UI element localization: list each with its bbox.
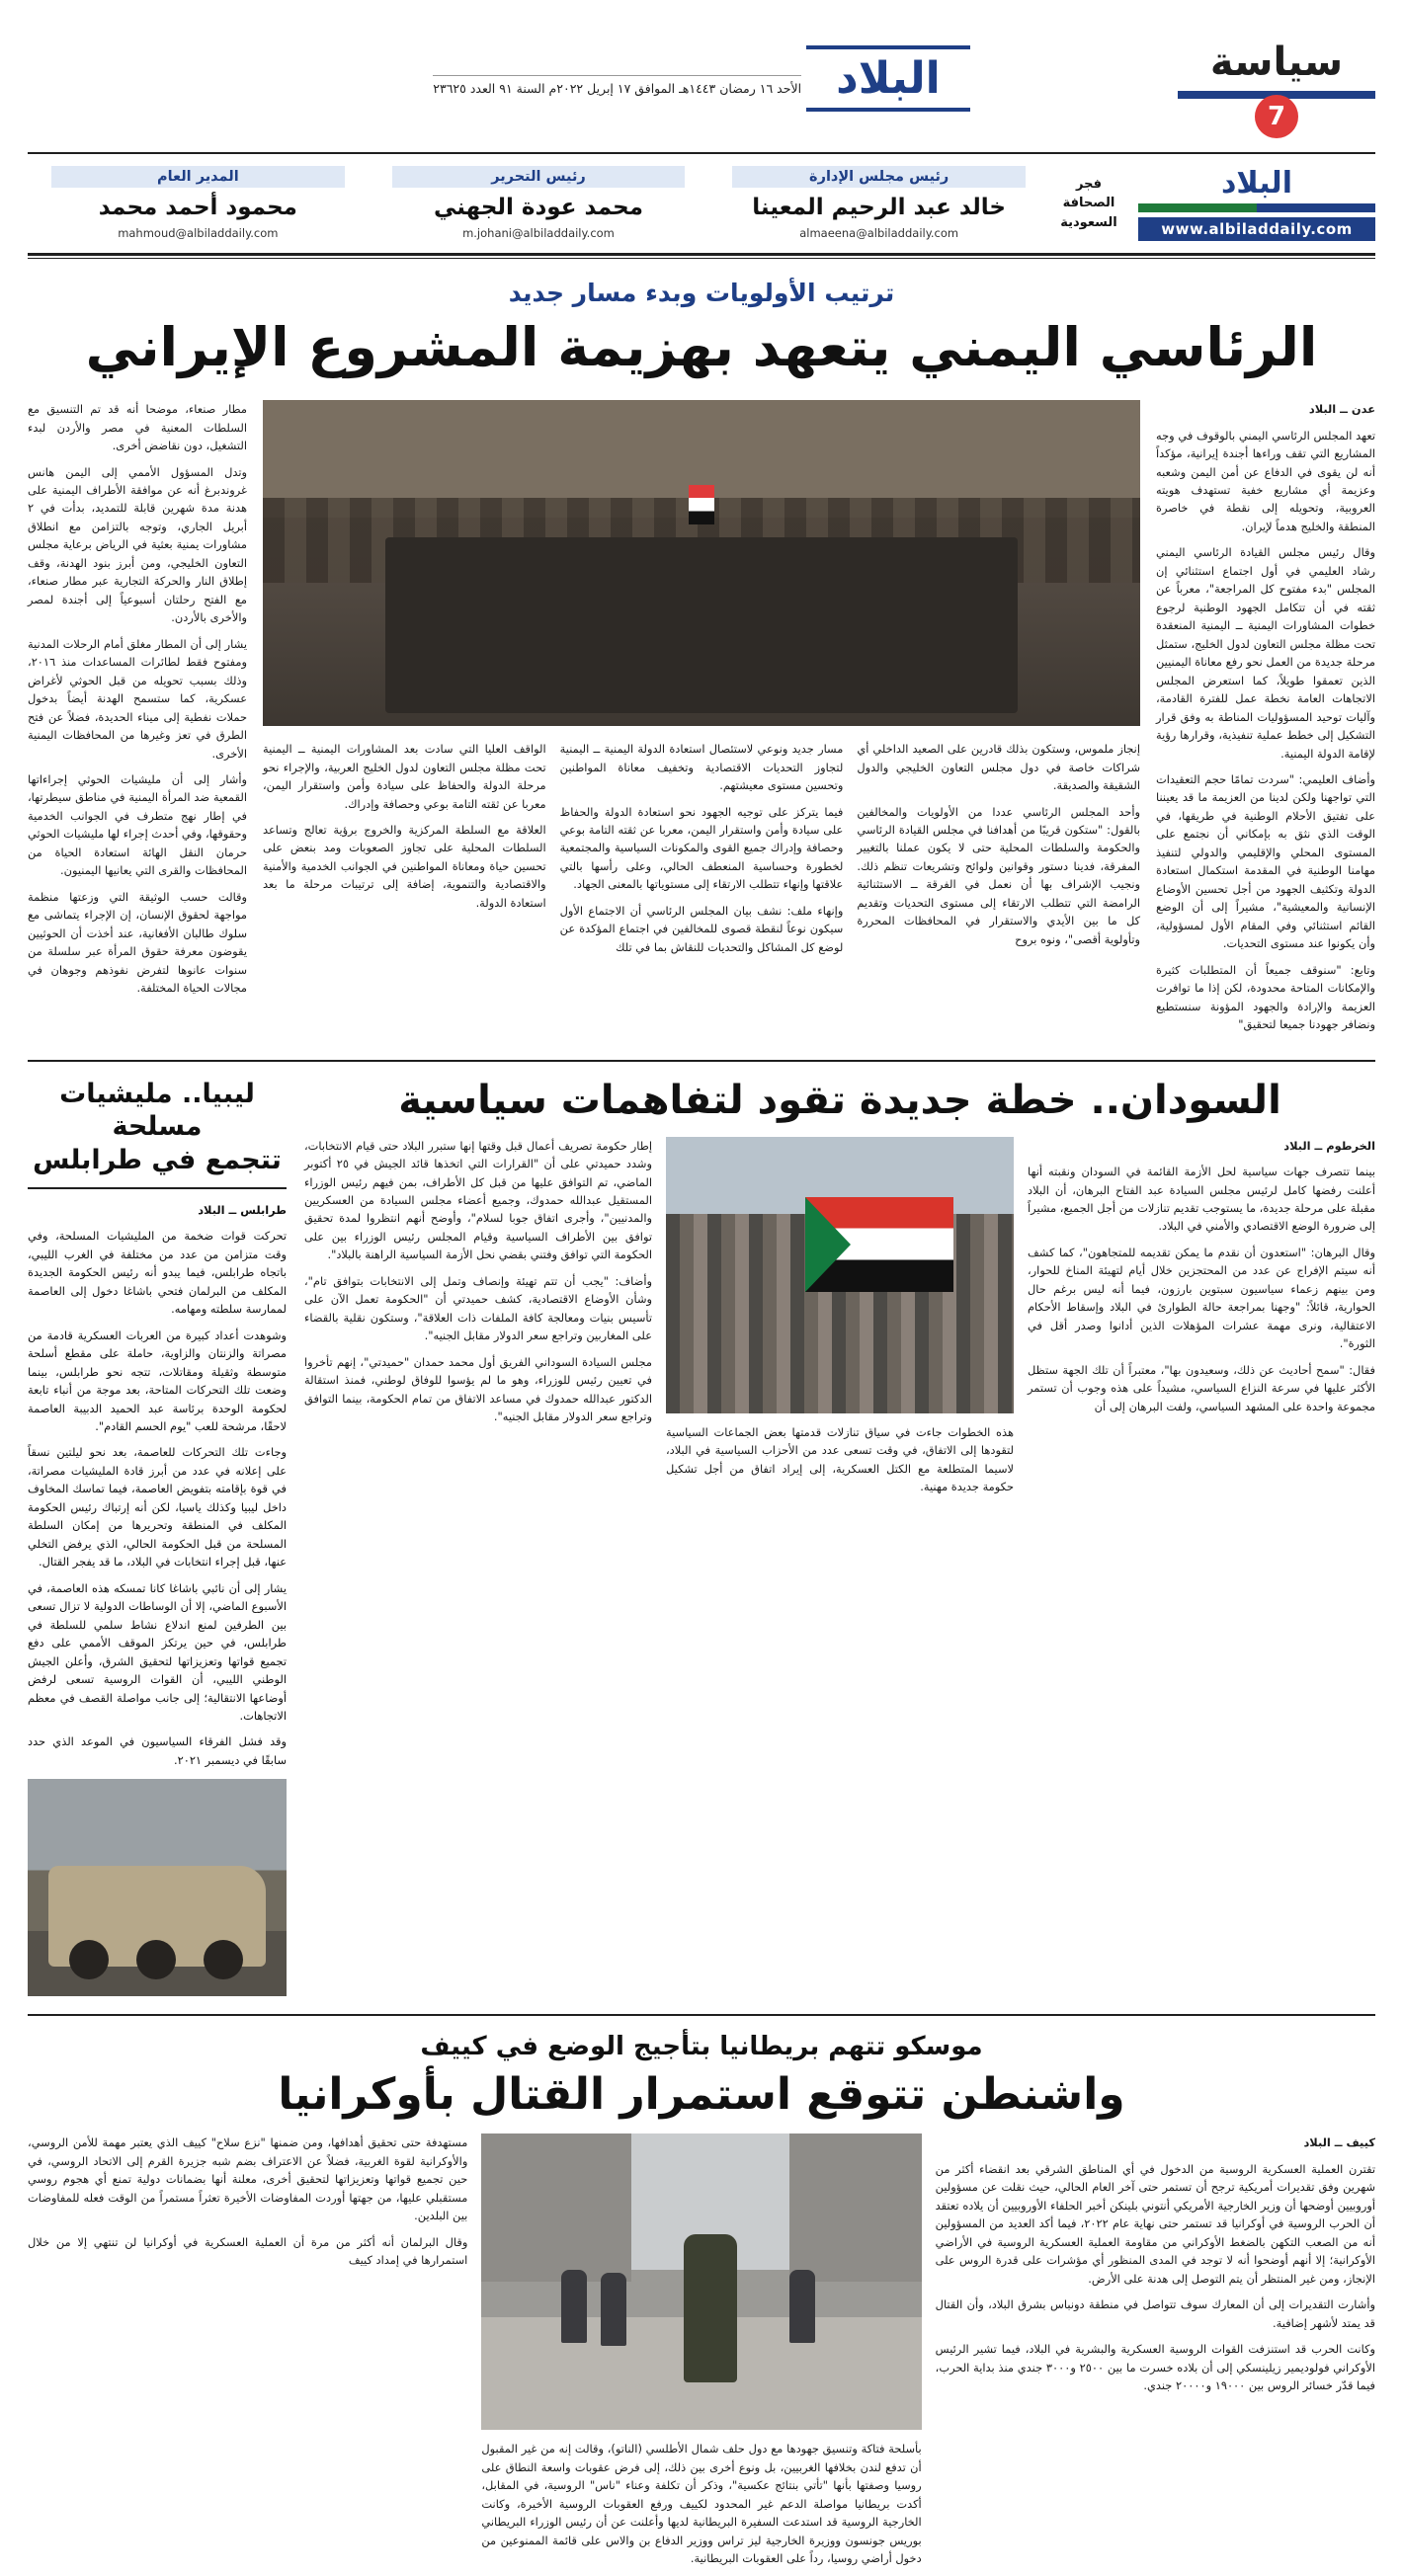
staff-role: رئيس التحرير bbox=[392, 166, 686, 188]
sudan-col-left bbox=[304, 1137, 652, 1504]
brand-url[interactable]: www.albiladdaily.com bbox=[1138, 217, 1375, 241]
ukraine-paragraph: مستهدفة حتى تحقيق أهدافها، ومن ضمنها "نزع سلاح" كييف الذي يعتبر مهمة للأمن الروسي، والأوكرانية لقوة الغربية، فضلاً عن الاعتراف بضم شبه جزيرة القرم إلى الاتحاد الروسي، في حين تجميع قواتها وتعزيزاتها لتحقيق أخرى، معلنة أنها بضمانات دولية تمنع أي هجوم روسي مستقبلي عليها، من جهتها أوردت المفاوضات الأخيرة تعثراً مستمراً من الوقت فعله للمفاوضات بين البلدين. bbox=[28, 2135, 468, 2223]
section-word: سياسة bbox=[1209, 40, 1344, 85]
brand-slogan bbox=[1049, 175, 1128, 233]
libya-dateline: طرابلس ــ البلاد bbox=[198, 1202, 287, 1217]
staff-email[interactable]: m.johani@albiladdaily.com bbox=[462, 226, 615, 240]
sudan-col-right bbox=[1028, 1137, 1375, 1504]
ukraine-paragraph: وقال البرلمان أنه أكثر من مرة أن العملية العسكرية في أوكرانيا لن تنتهي إلا من خلال استمرارها في إمداد كييف bbox=[28, 2234, 468, 2268]
libya-paragraph: وشوهدت أعداد كبيرة من العربات العسكرية قادمة من مصراتة والزنتان والزاوية، حاملة على مقطع أسلحة متوسطة وثقيلة ومقاتلات، تتجه نحو طرابلس، بينما وضعت تلك التحركات المتاحة، بعد موجة من أنباء تابعة لحكومة الوحدة برئاسة عبد الحميد الدبيبة العاصمة لاحقًا، مرشحة للعب "يوم الحسم القادم". bbox=[28, 1328, 287, 1433]
sudan-paragraph: مجلس السيادة السوداني الفريق أول محمد حمدان "حميدتي"، إنهم تأخروا في تعيين رئيس للوزراء، وهو ما لم يؤسوا للوفاق لوطني، فمنذ استقالة الدكتور عبدالله حمدوك في مساعد الاتفاق من تمام الحكومة، بينما التوافق وتراجع سعر الدولار مقابل الجنيه". bbox=[304, 1354, 652, 1424]
staff-name: محمد عودة الجهني bbox=[433, 195, 643, 220]
civilian-figure bbox=[789, 2270, 815, 2343]
brand-logo bbox=[1138, 166, 1375, 212]
sudan-col-middle bbox=[666, 1137, 1014, 1504]
civilian-figure bbox=[601, 2273, 626, 2346]
lead-paragraph: مطار صنعاء، موضحا أنه قد تم التنسيق مع السلطات المعنية في مصر والأردن لبدء التشغيل، دون نقاضض أخرى. bbox=[28, 402, 247, 453]
vehicle-wheel bbox=[136, 1940, 176, 1979]
lead-paragraph: وقالت حسب الوثيقة التي وزعتها منظمة مواجهة لحقوق الإنسان، إن الإجراء يتماشى مع سلوك طالبان الأفغانية، عند أخذت أن الحوثيين يقوضون معرفة حقوق المرأة عبر سلسلة من سنوات عانوها لتفرض نفوذهم وجوهان في مجالات الحياة المختلفة. bbox=[28, 889, 247, 996]
ukraine-col-left bbox=[28, 2133, 467, 2575]
lead-paragraph: مسار جديد ونوعي لاستئصال استعادة الدولة اليمنية ــ اليمنية لتجاوز التحديات الاقتصادية وتخفيف معاناة المواطنين وتحسين مستوى معيشتهم. bbox=[559, 742, 844, 793]
header-rule-thin bbox=[28, 258, 1375, 259]
ukraine-columns bbox=[28, 2133, 1375, 2575]
yemen-flag-icon bbox=[689, 485, 714, 524]
libya-paragraph: يشار إلى أن نائبي باشاغا كانا تمسكه هذه العاصمة، في الأسبوع الماضي، إلا أن الوساطات الدولية لا تزال تسعى بين الطرفين لمنع اندلاع نشاط سلمي للسلطة في طرابلس، في حين يرتكز الموقف الأممي على دفع تجميع قواتها وتعزيزاتها لتحقيق الشرق، وأعلن الجيش الوطني الليبي، أن القوات الروسية تسعى لرفض أوضاعها الانتقالية؛ إلى جانب مواصلة القصف في معظم الاتجاهات. bbox=[28, 1580, 287, 1723]
ukraine-paragraph: بأسلحة فتاكة وتنسيق جهودها مع دول حلف شمال الأطلسي (الناتو)، وقالت إنه من غير المقبول أن تدفع لندن بخلافها الغربيين، بل ونوع أخرى بين ذلك، إلى فرض عقوبات واسعة النطاق على روسيا وصفتها بأنها "تأتي بنتائج عكسية"، وذكر أن تكلفة وعناء "ناس" الروسية، في المقابل، أكدت بريطانيا مواصلة الدعم غير المحدود لكييف ورفع العقوبات الروسية الأخيرة، وكانت الخارجية الروسية قد استدعت السفيرة البريطانية لديها وأعلنت عن أن رئيس الوزراء البريطاني بوريس جونسون ووزيرة الخارجية ليز تراس ووزير الدفاع بن والاس على قائمة الممنوعين من دخول أراضي روسيا، رداً على العقوبات البريطانية. bbox=[481, 2442, 922, 2566]
lead-paragraph: فيما يتركز على توجيه الجهود نحو استعادة الدولة والحفاظ على سيادة وأمن واستقرار اليمن، معربا عن ثقته التامة بوعي وحصافة وإدراك جميع القوى والمكونات السياسية والمجتمعية لخطورة وحساسية المنعطف الحالي، وعلى رأسها بالتي علاقتها وإنهاء تتطلب الارتقاء إلى مستوياتها بالمعنى الجهاد. bbox=[559, 804, 844, 892]
libya-paragraph: تحركت قوات ضخمة من المليشيات المسلحة، وفي وقت متزامن من عدد من مختلفة في الغرب الليبي، باتجاه طرابلس، فيما يبدو أنه رئيس الحكومة الجديدة المكلف من البرلمان فتحي باشاغا دخول إلى العاصمة لممارسة سلطته ومهامه. bbox=[28, 1229, 287, 1317]
sudan-photo bbox=[666, 1137, 1014, 1413]
lead-col-left bbox=[28, 400, 247, 1041]
sudan-photo-caption-col bbox=[666, 1423, 1014, 1496]
lead-paragraph: وتدل المسؤول الأممي إلى اليمن هانس غروندبرغ أنه عن موافقة الأطراف اليمنية على هدنة مدة شهرين قابلة للتمديد، بدأت في ٢ أبريل الجاري، وتوجه بالتزامن مع انطلاق مشاورات يمنية بعثية في الرياض برعاية مجلس التعاون الخليجي، ومن أبرز بنود الهدنة، وقف إطلاق النار والحركة التجارية عبر مطار صنعاء، مع الفتح رحلتان أسبوعياً إلى أجندة لمصر والأخرى بالأردن. bbox=[28, 464, 247, 625]
lead-paragraph: وأحد المجلس الرئاسي عددا من الأولويات والمخالفين بالقول: "ستكون قريبًا من أهدافنا في مجلس القيادة الرئاسي والحكومة والسلطات المحلية حتى لا يكون عملنا بالتغيير المفرقة، فدينا دستور وقوانين ولوائح وتشريعات تنظم ذلك. ونجيب الإشراف بها أن نعمل في الفرقة ــ الاستثنائية الرامضة التي تتطلب الارتقاء إلى مستوى التحديات وتقديم كل ما بين الأيدي والاستقرار في المحافظات المحررة وتأولوية أقصى"، ونوه بروح bbox=[857, 804, 1140, 946]
photo-building-left bbox=[481, 2133, 630, 2282]
ukraine-dateline: كييف ــ البلاد bbox=[1303, 2135, 1375, 2150]
staff-editor-in-chief bbox=[369, 166, 709, 241]
sudan-columns bbox=[304, 1137, 1375, 1504]
section-divider-2 bbox=[28, 2014, 1375, 2016]
lead-paragraph: وإنهاء ملف: نشف بيان المجلس الرئاسي أن الاجتماع الأول سيكون نوعاً لنقطة قصوى للمخالفين في اجتماع المؤكدة عن لوضع كل المشاكل والتحديات للنقاش بما في تلك bbox=[559, 903, 844, 954]
libya-paragraph: وقد فشل الفرقاء السياسيون في الموعد الذي حدد سابقًا في ديسمبر ٢٠٢١. bbox=[28, 1734, 287, 1767]
sudan-article bbox=[304, 1078, 1375, 1997]
ukraine-col-middle bbox=[481, 2133, 921, 2575]
sudan-headline: السودان.. خطة جديدة تقود لتفاهمات سياسية bbox=[398, 1077, 1281, 1123]
albilad-logo: البلاد bbox=[836, 53, 941, 104]
sudan-paragraph: وقال البرهان: "استعدون أن نقدم ما يمكن تقديمه للمتجاهون"، كما كشف أنه سيتم الإفراج عن عدد من المحتجزين خلال أيام لتهيئة المناخ للحوار، ومن بينهم زعماء سياسيون سبتوين بارزون، فيما أنه ليس برغم حال الحوارية، قائلاً: "وجهنا بمراجعة حالة الطوارئ في البلاد وإسقاط الأحكام الاعتقالية، ونرى مهمة عشرات المؤهلات الذين أدانوا وصدر أقل في الثورة". bbox=[1028, 1245, 1375, 1351]
staff-role: رئيس مجلس الإدارة bbox=[732, 166, 1026, 188]
ukraine-kicker: موسكو تتهم بريطانيا بتأجيج الوضع في كييف bbox=[420, 2032, 983, 2062]
lead-col-middle bbox=[263, 400, 1140, 1041]
brand-slogan-line3: السعودية bbox=[1060, 214, 1117, 230]
lead-paragraph: العلاقة مع السلطة المركزية والخروج برؤية تعالج وتساعد السلطات المحلية على تجاوز الصعوبات ومد بنعض على تحسين حياة ومعاناة المواطنين في الجوانب الخدمية والأمنية والاقتصادية والتنموية، إضافة إلى ترتيبات مرحلة ما بعد استعادة الدولة. bbox=[262, 822, 546, 910]
ukraine-photo-col bbox=[481, 2440, 921, 2567]
lead-col-right bbox=[1156, 400, 1375, 1041]
lead-paragraph: وقال رئيس مجلس القيادة الرئاسي اليمني رشاد العليمي في أول اجتماع استثنائي إن المجلس "بدء مفتوح كل المراجعة"، معرباً عن ثقته في أن تتكامل الجهود الوطنية لرجوع خطوات المشاورات اليمنية ــ اليمنية المنعقدة تحت مظلة مجلس التعاون لدول الخليج، ستمثل مرحلة جديدة من العمل نحو رفع معاناة اليمنيين الذين تعمقوا طويلاً، كما استعرض المجلس الاتجاهات العامة نخطة عمل للفترة القادمة، وآليات توحيد المسؤوليات المناطة به وفق قرار التشكيل إلى خطط عملية تنفيذية، وقرارها رؤية لإقامة الدولة اليمنية. bbox=[1156, 545, 1375, 761]
sudan-paragraph: هذه الخطوات جاءت في سياق تنازلات قدمتها بعض الجماعات السياسية لتقودها إلى الاتفاق، في وقت تسعى عدد من الأحزاب السياسية في البلاد، لاسيما المتطلعة مع الكتل العسكرية، إلى إيراد اتفاق من أجل تشكيل حكومة جديدة مهنية. bbox=[666, 1424, 1014, 1493]
sudan-paragraph: فقال: "سمح أحاديث عن ذلك، وسعيدون بها"، معتبراً أن تلك الجهة ستظل الأكثر عليها في سرعة النزاع السياسي، مشيداً على هذه وجوب أن تستمر مجموعة واحدة على المشهد السياسي، ولفت البرهان إلى أن bbox=[1028, 1362, 1375, 1413]
brand-cell bbox=[1049, 166, 1375, 241]
staff-chairman bbox=[708, 166, 1049, 241]
lead-photo bbox=[263, 400, 1140, 726]
ukraine-article bbox=[28, 2032, 1375, 2575]
brand-slogan-line1: فجر bbox=[1076, 176, 1102, 192]
staff-email[interactable]: mahmoud@albiladdaily.com bbox=[118, 226, 279, 240]
sudan-paragraph: بينما تتصرف جهات سياسية لحل الأزمة القائمة في السودان ونقبته أنها أعلنت رفضها كامل لرئيس مجلس السيادة عبد الفتاح البرهان، أن البلاد مقبلة على مرحلة جديدة، ما يستوجب تقديم تنازلات من أجل الجميع، مشيراً إلى ضرورة الوضع الاقتصادي والأمني في البلاد. bbox=[1028, 1165, 1375, 1234]
header-rule bbox=[28, 253, 1375, 256]
masthead bbox=[28, 0, 1375, 138]
lead-body bbox=[28, 400, 1375, 1041]
lead-subcol-3 bbox=[263, 740, 546, 964]
section-divider bbox=[28, 1060, 1375, 1062]
lead-paragraph: وتابع: "سنوقف جميعاً أن المتطلبات كثيرة والإمكانات المتاحة محدودة، لكن إذا ما توافرت العزيمة والإرادة والجهود المؤونة سنستطيع ونضافر جهودنا جميعا لتحقيق" bbox=[1156, 962, 1375, 1032]
staff-bar bbox=[28, 152, 1375, 241]
lead-paragraph: تعهد المجلس الرئاسي اليمني بالوقوف في وجه المشاريع التي تقف وراءها أجندة إيرانية، مؤكداً أنه لن يقوى في الدفاع عن أمن اليمن وشعبه وعزيمة أي مشاريع خفية تستهدف هويته العروبية، وتحويله إلى نقطة في خاصرة المنطقة والخليج هدماً لإيران. bbox=[1156, 428, 1375, 533]
brand-flag-bar bbox=[1138, 203, 1375, 212]
lead-subcolumns bbox=[263, 740, 1140, 964]
issue-dateline: الأحد ١٦ رمضان ١٤٤٣هـ الموافق ١٧ إبريل ٢٠٢٢م السنة ٩١ العدد ٢٣٦٢٥ bbox=[433, 75, 801, 96]
sudan-paragraph: إطار حكومة تصريف أعمال قبل وقتها إنها ستبرر البلاد حتى قيام الانتخابات، وشدد حميدتي على أن "القرارات التي اتخذها قائد الجيش في ٢٥ أكتوبر الماضي، تم التوافق عليها من قبل كل الأطراف، بمن فيهم رئيس الوزراء المستقيل عبدالله حمدوك، وجميع أعضاء مجلس السيادة من العسكريين والمدنيين"، وأجرى اتفاق جوبا لسلام"، وأوضح أنهم انتظروا لمدة تحقيق توافق بين الأطراف السياسية وقيام المجلس رئيس الوزراء بين على الحكومة التي توافق وفتني بقضي نحل الأزمة السياسية الراهنة بالبلاد". bbox=[304, 1138, 652, 1262]
libya-article bbox=[28, 1078, 287, 1997]
staff-role: المدير العام bbox=[51, 166, 345, 188]
lead-paragraph: وأشار إلى أن مليشيات الحوثي إجراءاتها القمعية ضد المرأة اليمنية في مناطق سيطرتها، في إطار نهج متطرف في الجوانب الخدمية وحقوقها، وفي أحدث إجراء لها مليشيات الحوثي حرمان النقل الهائة استعادة الحياة من المحافظات والقرى التي يعانيها اليمنيون. bbox=[28, 772, 247, 878]
libya-headline-line2: تتجمع في طرابلس bbox=[33, 1145, 282, 1176]
ukraine-headline: واشنطن تتوقع استمرار القتال بأوكرانيا bbox=[278, 2069, 1125, 2121]
brand-slogan-line2: الصحافة bbox=[1062, 196, 1115, 211]
lead-paragraph: وأضاف العليمي: "سردت تمامًا حجم التعقيدات التي تواجهنا ولكن لدينا من العزيمة ما قد يعيننا على تفتيق الأحلام الوطنية في طريقها، في الوقت الذي نثق به بإمكاني أن نجتمع على المستوى المحلي والإقليمي والدولي لتنفيذ مهامنا الوطنية في المقدمة استكمال استعادة الدولة وتكثيف الجهود من أجل تحسين الأوضاع الإنسانية والمعيشية"، مشيراً إلى أن الوضع القائم استثنائي وفي المقام الأول لمسؤولية، وأن يكونوا عند مستوى التحديات. bbox=[1156, 772, 1375, 951]
libya-photo bbox=[28, 1779, 287, 1996]
libya-body bbox=[28, 1201, 287, 1770]
ukraine-paragraph: تقترن العملية العسكرية الروسية من الدخول في أي المناطق الشرقي بعد انقضاء أكثر من شهرين وفق تقديرات أمريكية ترجح أن تستمر حتى آخر العام الحالي، حيث نقلت عن مسؤولين أوروبيين أوضحها أن وزير الخارجية الأمريكي أنتوني بلينكن أخبر الحلفاء الأوروبيين أن يلاده تعتقد أن الحرب الروسية في أوكرانيا قد تستمر حتى نهاية عام ٢٠٢٢، فيما أكد العديد من المسؤولين أنه من الصعب التكهن بالضغط الأوكراني من مقاومة العملية العسكرية الروسية في الأراضي الأوكرانية؛ إلا أنهم أوضحوا أنه لا توجد في المدى المنظور أي مؤشرات على قدرة الروس على الإنجاز، ومن غير المنتظر أن يتم التوصل إلى هدنة على الأرض. bbox=[935, 2161, 1375, 2286]
libya-headline-line1: ليبيا.. مليشيات مسلحة bbox=[59, 1078, 255, 1143]
lead-dateline: عدن ــ البلاد bbox=[1308, 402, 1375, 417]
section-tag bbox=[1178, 40, 1375, 138]
ukraine-col-right bbox=[936, 2133, 1375, 2575]
sudan-flag-icon bbox=[805, 1197, 953, 1292]
vehicle-wheel bbox=[204, 1940, 243, 1979]
page-number-badge: 7 bbox=[1255, 95, 1298, 138]
soldier-figure bbox=[684, 2234, 737, 2382]
libya-rule bbox=[28, 1187, 287, 1189]
vehicle-wheel bbox=[69, 1940, 109, 1979]
sudan-paragraph: وأضاف: "يجب أن تتم تهيئة وإنصاف وتمل إلى الانتخابات بتوافق تام"، وشأن الأوضاع الاقتصادية، كشف حميدتي أن "الحكومة تعمل الآن على تأسيس بنيات ومعالجة كافة الملفات ذات العلاقة"، وستكون نقلية بالقضاء على المغاربين وتراجع سعر الدولار مقابل الجنيه". bbox=[304, 1273, 652, 1343]
photo-conference-table bbox=[385, 537, 1017, 713]
photo-building-right bbox=[789, 2133, 922, 2282]
ukraine-paragraph: وأشارت التقديرات إلى أن المعارك سوف تتواصل في منطقة دونباس بشرق البلاد، وأن القتال قد يمتد لأشهر إضافية. bbox=[935, 2297, 1375, 2330]
brand-logo-text: البلاد bbox=[1221, 166, 1292, 201]
lead-headline: الرئاسي اليمني يتعهد بهزيمة المشروع الإيراني bbox=[85, 316, 1318, 378]
libya-paragraph: وجاءت تلك التحركات للعاصمة، بعد نحو ليلتين نسقاً على إعلانه في عدد من أبرز قادة المليشيات مصراتة، في قوة بإقامته بتفويض العاصمة، فيما تماسك المخاوف داخل ليبيا وكذلك ياسيا، لكن أنه إرتباك رئيس الحكومة المكلف في المنطقة وتحريرها من إمكان السلطة المسلحة من قبل الحكومة الحالي، الذي يرفض التخلي عنها، قبل إجراء انتخابات في البلاد، ما قد يفجر القتال. bbox=[28, 1445, 287, 1570]
staff-general-manager bbox=[28, 166, 369, 241]
staff-name: محمود أحمد محمد bbox=[98, 195, 297, 220]
lead-paragraph: الواقف العليا التي سادت بعد المشاورات اليمنية ــ اليمنية تحت مظلة مجلس التعاون لدول الخليج العربية، والإجراء نحو مرحلة الدولة والحفاظ على سيادة وأمن واستقرار اليمن، معربا عن ثقته التامة بوعي وحصافة وإدراك. bbox=[262, 742, 546, 811]
center-logo bbox=[225, 40, 1178, 112]
lead-subcol-2 bbox=[560, 740, 844, 964]
staff-email[interactable]: almaeena@albiladdaily.com bbox=[799, 226, 959, 240]
staff-name: خالد عبد الرحيم المعينا bbox=[752, 195, 1007, 220]
lead-paragraph: يشار إلى أن المطار مغلق أمام الرحلات المدنية ومفتوح فقط لطائرات المساعدات منذ ٢٠١٦، وذلك بسبب تحويله من قبل الحوثي لأغراض عسكرية، كما ستسمح الهدنة أيضاً بدخول حملات نفطية إلى ميناء الحديدة، فضلاً عن فتح الطرق في تعز وغيرها من المحافظات اليمنية الأخرى. bbox=[28, 636, 247, 761]
civilian-figure bbox=[561, 2270, 587, 2343]
sudan-dateline: الخرطوم ــ البلاد bbox=[1283, 1138, 1375, 1153]
libya-headline bbox=[28, 1078, 287, 1177]
lead-kicker: ترتيب الأولويات وبدء مسار جديد bbox=[508, 279, 895, 307]
lead-paragraph: إنجاز ملموس، وستكون بذلك قادرين على الصعيد الداخلي أي شراكات خاصة في دول مجلس التعاون الخليجي والدول الشقيقة والصديقة. bbox=[857, 742, 1140, 793]
middle-zone bbox=[28, 1078, 1375, 1997]
ukraine-photo bbox=[481, 2133, 921, 2430]
ukraine-paragraph: وكانت الحرب قد استنزفت القوات الروسية العسكرية والبشرية في البلاد، فيما تشير الرئيس الأوكراني فولوديمير زيلينسكي إلى أن بلاده خسرت ما بين ٢٥٠٠ و٣٠٠٠ جندي منذ بداية الحرب، فيما قدّر خسائر الروس بين ١٩٠٠٠ و٢٠٠٠٠ جندي. bbox=[935, 2342, 1376, 2393]
lead-subcol-1 bbox=[857, 740, 1140, 964]
